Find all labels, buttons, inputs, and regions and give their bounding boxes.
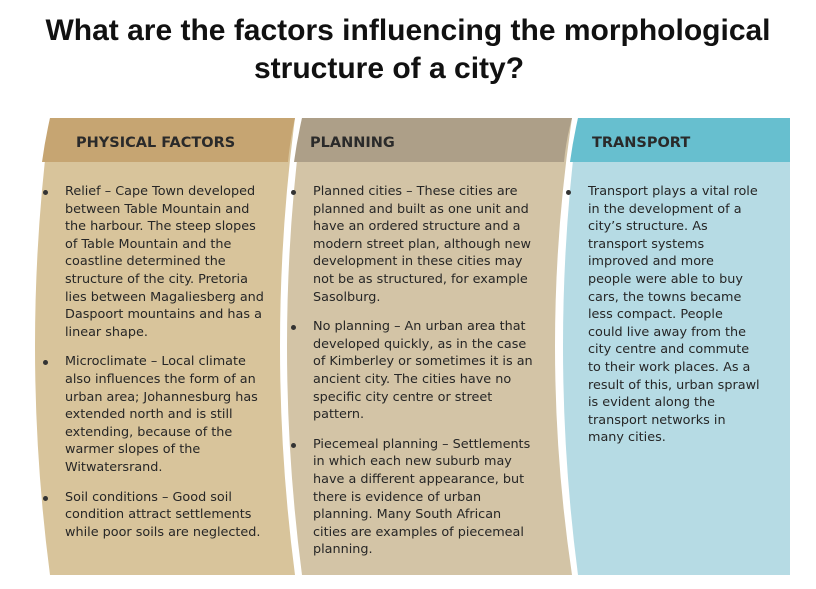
list-item-text: Transport plays a vital role in the development of a city’s structure. As transport systems improved and more people were able to buy cars, the towns became less compact. People could live away from the city centre and commute to their work places. As a result of this, urban sprawl is evident along the transport networks in many cities.	[588, 184, 760, 446]
bullet-icon	[291, 443, 296, 448]
list-item-text: No planning – An urban area that developed quickly, as in the case of Kimberley or sometimes it is an ancient city. The cities have no specific city centre or street pattern.	[313, 319, 533, 423]
list-item	[561, 183, 761, 447]
list-item	[286, 183, 536, 306]
planning-list	[286, 183, 536, 559]
list-item	[38, 183, 266, 341]
list-item	[38, 353, 266, 476]
transport-list	[561, 183, 761, 447]
bullet-icon	[43, 190, 48, 195]
title-line-1: What are the factors influencing the morphological	[45, 14, 771, 47]
transport-heading: TRANSPORT	[592, 135, 691, 151]
physical-factors-heading: PHYSICAL FACTORS	[76, 135, 236, 151]
planning-heading: PLANNING	[310, 135, 395, 151]
list-item	[38, 489, 266, 542]
list-item-text: Piecemeal planning – Settlements in which each new suburb may have a different appearance, but there is evidence of urban planning. Many South African cities are examples of piecemeal planning.	[313, 436, 531, 558]
list-item-text: Relief – Cape Town developed between Table Mountain and the harbour. The steep slopes of Table Mountain and the coastline determined the structure of the city. Pretoria lies between Magaliesberg and Daspoort mountains and has a linear shape.	[65, 184, 264, 340]
bullet-icon	[43, 496, 48, 501]
planning-column	[286, 183, 536, 571]
bullet-icon	[291, 325, 296, 330]
transport-column	[561, 183, 761, 459]
physical-factors-list	[38, 183, 266, 541]
physical-factors-column	[38, 183, 266, 553]
bullet-icon	[43, 360, 48, 365]
bullet-icon	[566, 190, 571, 195]
list-item-text: Planned cities – These cities are planned and built as one unit and have an ordered structure and a modern street plan, although new development in these cities may not be as structured, for example Sasolburg.	[313, 184, 531, 305]
list-item-text: Microclimate – Local climate also influences the form of an urban area; Johannesburg has extended north and is still extending, because of the warmer slopes of the Witwatersrand.	[65, 354, 258, 475]
bullet-icon	[291, 190, 296, 195]
list-item-text: Soil conditions – Good soil condition attract settlements while poor soils are neglected.	[65, 489, 261, 540]
title-line-2: structure of a city?	[253, 52, 525, 85]
list-item	[286, 318, 536, 424]
list-item	[286, 436, 536, 559]
